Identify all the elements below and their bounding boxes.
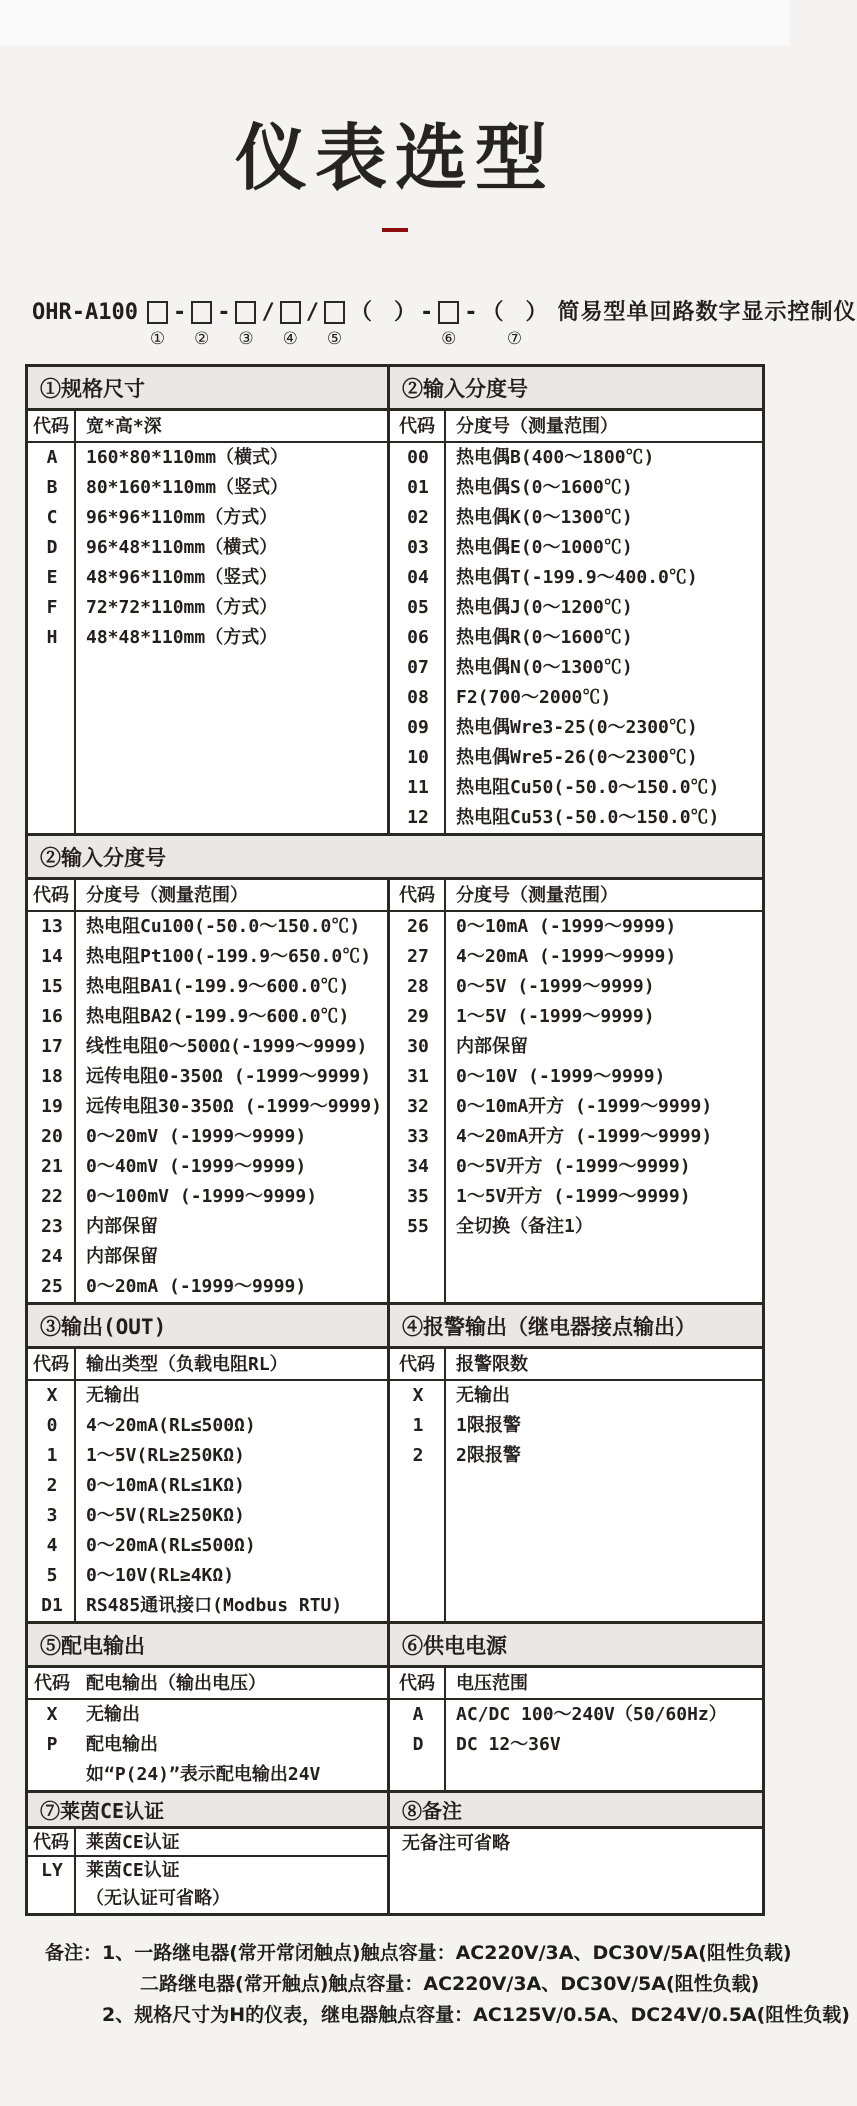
row-code bbox=[28, 1760, 76, 1790]
table-row bbox=[28, 1700, 387, 1730]
row-code: H bbox=[46, 627, 58, 648]
row-code: E bbox=[46, 567, 58, 588]
table-row bbox=[28, 1381, 387, 1411]
row-desc: 1～5V (-1999～9999) bbox=[456, 1006, 655, 1027]
row-code: 1 bbox=[46, 1445, 58, 1466]
section-spec-size-header: ①规格尺寸 bbox=[28, 367, 387, 411]
row-code: 16 bbox=[41, 1006, 63, 1027]
row-code: 18 bbox=[41, 1066, 63, 1087]
table-row bbox=[390, 593, 762, 623]
section-distribution-output bbox=[28, 1624, 390, 1790]
model-box-2 bbox=[190, 298, 213, 350]
table-row bbox=[390, 683, 762, 713]
table-row bbox=[390, 1002, 762, 1032]
column-code-label: 代码 bbox=[28, 1349, 76, 1379]
row-desc: 内部保留 bbox=[86, 1216, 158, 1237]
column-code-label: 代码 bbox=[28, 880, 76, 910]
row-code: 00 bbox=[407, 447, 429, 468]
band-input-range-2 bbox=[28, 833, 762, 1302]
circled-1: ① bbox=[149, 329, 166, 349]
column-code-label: 代码 bbox=[34, 1673, 70, 1694]
table-row bbox=[28, 593, 387, 623]
table-row bbox=[390, 1381, 762, 1411]
row-desc: 4～20mA(RL≤500Ω) bbox=[86, 1415, 256, 1436]
row-code: C bbox=[46, 507, 58, 528]
row-desc: 配电输出 bbox=[86, 1734, 158, 1755]
column-code-label: 代码 bbox=[390, 411, 446, 441]
band-output-and-alarm bbox=[28, 1302, 762, 1621]
section-spec-size bbox=[28, 367, 390, 833]
table-row bbox=[390, 1092, 762, 1122]
row-desc: 热电偶S(0～1600℃) bbox=[456, 477, 633, 498]
section-distribution-output-header: ⑤配电输出 bbox=[28, 1624, 387, 1668]
row-desc: 48*96*110mm（竖式） bbox=[86, 567, 278, 588]
table-row bbox=[390, 942, 762, 972]
row-desc: 热电偶T(-199.9～400.0℃) bbox=[456, 567, 698, 588]
column-desc-label: 分度号（测量范围） bbox=[456, 416, 618, 437]
power-rows bbox=[390, 1700, 762, 1790]
row-code: D bbox=[46, 537, 58, 558]
footnotes-label: 备注： bbox=[45, 1942, 103, 1964]
circled-4: ④ bbox=[282, 329, 298, 349]
row-code: 0 bbox=[46, 1415, 58, 1436]
column-desc-label: 配电输出（输出电压） bbox=[86, 1673, 266, 1694]
table-row bbox=[28, 1531, 387, 1561]
row-desc: 全切换（备注1） bbox=[456, 1216, 593, 1237]
row-desc: 0～5V开方 (-1999～9999) bbox=[456, 1156, 691, 1177]
output-column-header bbox=[28, 1349, 387, 1381]
row-desc: 热电偶R(0～1600℃) bbox=[456, 627, 633, 648]
row-code: 03 bbox=[407, 537, 429, 558]
row-code: 22 bbox=[41, 1186, 63, 1207]
table-row bbox=[390, 773, 762, 803]
model-sep: - bbox=[217, 300, 231, 325]
row-code: 4 bbox=[46, 1535, 58, 1556]
row-code: 08 bbox=[407, 687, 429, 708]
row-code: 11 bbox=[407, 777, 429, 798]
row-code: 1 bbox=[412, 1415, 424, 1436]
band-distribution-and-power bbox=[28, 1621, 762, 1790]
model-box-3 bbox=[234, 298, 257, 350]
row-desc: AC/DC 100～240V（50/60Hz） bbox=[456, 1704, 727, 1725]
selection-table bbox=[25, 364, 765, 1916]
row-code: 2 bbox=[46, 1475, 58, 1496]
row-code: 29 bbox=[407, 1006, 429, 1027]
row-desc: 无输出 bbox=[456, 1385, 510, 1406]
column-desc-label: 输出类型（负载电阻RL） bbox=[86, 1354, 288, 1375]
row-desc: 160*80*110mm（横式） bbox=[86, 447, 289, 468]
table-row bbox=[390, 1032, 762, 1062]
table-row bbox=[28, 1032, 387, 1062]
table-row bbox=[390, 503, 762, 533]
distribution-column-header bbox=[28, 1668, 387, 1700]
column-code-label: 代码 bbox=[390, 880, 446, 910]
section-power-supply-header: ⑥供电电源 bbox=[390, 1624, 762, 1668]
table-row bbox=[28, 1501, 387, 1531]
row-desc: 热电偶K(0～1300℃) bbox=[456, 507, 633, 528]
ce-column-header bbox=[28, 1829, 387, 1857]
input-range-2-left-column-header bbox=[28, 880, 387, 912]
ce-rows bbox=[28, 1857, 387, 1913]
table-row bbox=[28, 942, 387, 972]
section-input-range-1-header: ②输入分度号 bbox=[390, 367, 762, 411]
row-desc: 热电阻BA2(-199.9～600.0℃) bbox=[86, 1006, 350, 1027]
table-row bbox=[28, 623, 387, 653]
row-code: 01 bbox=[407, 477, 429, 498]
row-desc: 0～20mA(RL≤500Ω) bbox=[86, 1535, 256, 1556]
table-row bbox=[28, 443, 387, 473]
output-rows bbox=[28, 1381, 387, 1621]
table-row bbox=[28, 563, 387, 593]
row-desc: 96*48*110mm（横式） bbox=[86, 537, 278, 558]
table-row bbox=[28, 972, 387, 1002]
table-row bbox=[390, 1700, 762, 1730]
row-desc: 热电偶B(400～1800℃) bbox=[456, 447, 655, 468]
row-desc: 4～20mA开方 (-1999～9999) bbox=[456, 1126, 713, 1147]
title-underline bbox=[382, 228, 408, 232]
row-desc: 热电偶E(0～1000℃) bbox=[456, 537, 633, 558]
row-code: 55 bbox=[407, 1216, 429, 1237]
table-row bbox=[390, 563, 762, 593]
code-box-icon bbox=[191, 301, 212, 324]
row-desc: 0～100mV (-1999～9999) bbox=[86, 1186, 318, 1207]
row-code: 25 bbox=[41, 1276, 63, 1297]
table-row bbox=[28, 1062, 387, 1092]
row-desc: 1限报警 bbox=[456, 1415, 521, 1436]
table-row bbox=[28, 1152, 387, 1182]
row-desc: F2(700～2000℃) bbox=[456, 687, 612, 708]
table-row bbox=[28, 1212, 387, 1242]
table-row bbox=[390, 473, 762, 503]
column-desc-label: 宽*高*深 bbox=[86, 416, 162, 437]
model-sep: - bbox=[464, 300, 478, 325]
table-row bbox=[390, 1730, 762, 1760]
power-column-header bbox=[390, 1668, 762, 1700]
row-desc: 0～10mA (-1999～9999) bbox=[456, 916, 677, 937]
code-box-icon bbox=[324, 301, 345, 324]
row-desc: 72*72*110mm（方式） bbox=[86, 597, 278, 618]
row-code: X bbox=[412, 1385, 424, 1406]
table-row bbox=[390, 743, 762, 773]
row-desc: 热电阻Cu53(-50.0～150.0℃) bbox=[456, 807, 720, 828]
row-code: LY bbox=[41, 1860, 63, 1881]
circled-6: ⑥ bbox=[441, 329, 457, 349]
row-desc: 0～20mA (-1999～9999) bbox=[86, 1276, 307, 1297]
row-desc: 热电偶N(0～1300℃) bbox=[456, 657, 633, 678]
table-row bbox=[390, 443, 762, 473]
row-desc: 热电阻Cu100(-50.0～150.0℃) bbox=[86, 916, 361, 937]
row-code: 14 bbox=[41, 946, 63, 967]
table-row bbox=[390, 803, 762, 833]
row-desc: 热电阻Pt100(-199.9～650.0℃) bbox=[86, 946, 372, 967]
row-desc: 96*96*110mm（方式） bbox=[86, 507, 278, 528]
row-code: 07 bbox=[407, 657, 429, 678]
row-desc: 热电偶Wre5-26(0～2300℃) bbox=[456, 747, 698, 768]
row-code: A bbox=[412, 1704, 424, 1725]
section-ce-certification-header: ⑦莱茵CE认证 bbox=[28, 1793, 387, 1829]
section-remark bbox=[390, 1793, 762, 1913]
model-sep: / bbox=[305, 300, 319, 325]
row-desc: 远传电阻30-350Ω (-1999～9999) bbox=[86, 1096, 382, 1117]
row-code: 12 bbox=[407, 807, 429, 828]
remark-body: 无备注可省略 bbox=[402, 1833, 510, 1854]
row-code: 09 bbox=[407, 717, 429, 738]
hero bbox=[0, 0, 790, 232]
section-input-range-1 bbox=[390, 367, 762, 833]
row-code: 32 bbox=[407, 1096, 429, 1117]
spec-rows bbox=[28, 443, 387, 833]
row-desc: 内部保留 bbox=[456, 1036, 528, 1057]
row-code: A bbox=[46, 447, 58, 468]
row-code: 20 bbox=[41, 1126, 63, 1147]
column-desc-label: 报警限数 bbox=[456, 1354, 528, 1375]
row-code: 02 bbox=[407, 507, 429, 528]
distribution-rows bbox=[28, 1700, 387, 1790]
table-row bbox=[28, 1122, 387, 1152]
page-title: 仪表选型 bbox=[234, 116, 555, 200]
input-range-2-left-rows bbox=[28, 912, 387, 1302]
alarm-rows bbox=[390, 1381, 762, 1621]
table-row bbox=[28, 533, 387, 563]
row-desc: 0～40mV (-1999～9999) bbox=[86, 1156, 307, 1177]
row-desc: 莱茵CE认证 bbox=[86, 1860, 180, 1881]
row-code: 5 bbox=[46, 1565, 58, 1586]
alarm-column-header bbox=[390, 1349, 762, 1381]
row-desc: 80*160*110mm（竖式） bbox=[86, 477, 289, 498]
row-code: 04 bbox=[407, 567, 429, 588]
row-code: 24 bbox=[41, 1246, 63, 1267]
column-desc-label: 电压范围 bbox=[456, 1673, 528, 1694]
row-desc: 线性电阻0～500Ω(-1999～9999) bbox=[86, 1036, 368, 1057]
row-code: 06 bbox=[407, 627, 429, 648]
row-code: D bbox=[412, 1734, 424, 1755]
row-code: 2 bbox=[412, 1445, 424, 1466]
table-row bbox=[390, 972, 762, 1002]
input-range-2-right-column-header bbox=[390, 880, 762, 912]
spec-column-header bbox=[28, 411, 387, 443]
code-box-icon bbox=[280, 301, 301, 324]
table-row bbox=[28, 1857, 387, 1885]
table-row bbox=[28, 1885, 387, 1913]
row-desc: （无认证可省略） bbox=[86, 1888, 230, 1909]
model-code-line bbox=[30, 298, 857, 350]
table-row bbox=[390, 1122, 762, 1152]
band-ce-and-remark bbox=[28, 1790, 762, 1913]
row-desc: 0～20mV (-1999～9999) bbox=[86, 1126, 307, 1147]
row-desc: RS485通讯接口(Modbus RTU) bbox=[86, 1595, 343, 1616]
row-code: 35 bbox=[407, 1186, 429, 1207]
row-code: 15 bbox=[41, 976, 63, 997]
table-row bbox=[390, 1441, 762, 1471]
row-desc: 1～5V开方 (-1999～9999) bbox=[456, 1186, 691, 1207]
column-code-label: 代码 bbox=[390, 1349, 446, 1379]
row-code bbox=[28, 1885, 76, 1913]
column-desc-label: 莱茵CE认证 bbox=[86, 1832, 180, 1853]
code-box-icon bbox=[147, 301, 168, 324]
row-desc: 0～10V (-1999～9999) bbox=[456, 1066, 666, 1087]
row-code: 30 bbox=[407, 1036, 429, 1057]
table-row bbox=[28, 1591, 387, 1621]
section-output-header: ③输出(OUT) bbox=[28, 1305, 387, 1349]
table-row bbox=[390, 912, 762, 942]
table-row bbox=[390, 1212, 762, 1242]
row-code: F bbox=[46, 597, 58, 618]
table-row bbox=[390, 533, 762, 563]
input-range-2-right bbox=[390, 880, 762, 1302]
table-row bbox=[28, 1092, 387, 1122]
model-box-1 bbox=[146, 298, 169, 350]
input-range-2-columns bbox=[28, 880, 762, 1302]
model-box-4 bbox=[279, 298, 302, 350]
table-row bbox=[390, 1062, 762, 1092]
row-desc: 内部保留 bbox=[86, 1246, 158, 1267]
code-box-icon bbox=[438, 301, 459, 324]
section-alarm-output-header: ④报警输出（继电器接点输出） bbox=[390, 1305, 762, 1349]
column-code-label: 代码 bbox=[390, 1668, 446, 1698]
row-desc: 1～5V(RL≥250KΩ) bbox=[86, 1445, 245, 1466]
row-code: 26 bbox=[407, 916, 429, 937]
section-input-range-2-header: ②输入分度号 bbox=[28, 836, 762, 880]
row-code: D1 bbox=[41, 1595, 63, 1616]
row-desc: 0～10V(RL≥4KΩ) bbox=[86, 1565, 235, 1586]
input-range-2-left bbox=[28, 880, 390, 1302]
table-row bbox=[28, 1730, 387, 1760]
row-code: 21 bbox=[41, 1156, 63, 1177]
model-prefix: OHR-A100 bbox=[32, 300, 138, 325]
section-power-supply bbox=[390, 1624, 762, 1790]
row-desc: 热电偶Wre3-25(0～2300℃) bbox=[456, 717, 698, 738]
row-desc: 0～10mA开方 (-1999～9999) bbox=[456, 1096, 713, 1117]
table-row bbox=[390, 1182, 762, 1212]
row-code: X bbox=[46, 1704, 58, 1725]
table-row bbox=[390, 713, 762, 743]
section-ce-certification bbox=[28, 1793, 390, 1913]
table-row bbox=[28, 473, 387, 503]
row-code: 31 bbox=[407, 1066, 429, 1087]
row-desc: 远传电阻0-350Ω (-1999～9999) bbox=[86, 1066, 372, 1087]
column-code-label: 代码 bbox=[28, 411, 76, 441]
row-desc: 热电阻Cu50(-50.0～150.0℃) bbox=[456, 777, 720, 798]
row-code: 23 bbox=[41, 1216, 63, 1237]
row-desc: 4～20mA (-1999～9999) bbox=[456, 946, 677, 967]
table-row bbox=[28, 1760, 387, 1790]
row-desc: 2限报警 bbox=[456, 1445, 521, 1466]
circled-2: ② bbox=[194, 329, 210, 349]
model-sep: - bbox=[419, 300, 434, 325]
row-desc: 48*48*110mm（方式） bbox=[86, 627, 278, 648]
row-code: X bbox=[46, 1385, 58, 1406]
column-desc-label: 分度号（测量范围） bbox=[86, 885, 248, 906]
footnote-line: 2、规格尺寸为H的仪表，继电器触点容量：AC125V/0.5A、DC24V/0.5A(阻性负载) bbox=[102, 2004, 850, 2026]
table-row bbox=[390, 623, 762, 653]
row-code: 05 bbox=[407, 597, 429, 618]
footnote-line: 1、一路继电器(常开常闭触点)触点容量：AC220V/3A、DC30V/5A(阻性负载) bbox=[102, 1942, 792, 1964]
row-desc: 热电阻BA1(-199.9～600.0℃) bbox=[86, 976, 350, 997]
row-desc: 0～10mA(RL≤1KΩ) bbox=[86, 1475, 245, 1496]
table-row bbox=[28, 503, 387, 533]
section-alarm-output bbox=[390, 1305, 762, 1621]
input-range-2-right-rows bbox=[390, 912, 762, 1302]
model-paren-1: （ ） bbox=[349, 300, 416, 325]
section-remark-header: ⑧备注 bbox=[390, 1793, 762, 1829]
row-code: P bbox=[46, 1734, 58, 1755]
footnote-line: 二路继电器(常开触点)触点容量：AC220V/3A、DC30V/5A(阻性负载) bbox=[140, 1973, 760, 1995]
table-row bbox=[28, 1002, 387, 1032]
table-row bbox=[28, 912, 387, 942]
row-desc: DC 12～36V bbox=[456, 1734, 561, 1755]
table-row bbox=[28, 1471, 387, 1501]
circled-5: ⑤ bbox=[326, 329, 343, 349]
row-code: 33 bbox=[407, 1126, 429, 1147]
row-desc: 0～5V(RL≥250KΩ) bbox=[86, 1505, 245, 1526]
row-code: 10 bbox=[407, 747, 429, 768]
row-desc: 热电偶J(0～1200℃) bbox=[456, 597, 633, 618]
row-code: 28 bbox=[407, 976, 429, 997]
table-row bbox=[28, 1561, 387, 1591]
table-row bbox=[390, 653, 762, 683]
table-row bbox=[28, 1242, 387, 1272]
section-output bbox=[28, 1305, 390, 1621]
model-box-5 bbox=[323, 298, 346, 350]
row-code: 19 bbox=[41, 1096, 63, 1117]
table-row bbox=[390, 1411, 762, 1441]
column-desc-label: 分度号（测量范围） bbox=[456, 885, 618, 906]
footnotes bbox=[45, 1938, 850, 2031]
table-row bbox=[28, 1182, 387, 1212]
input-range-1-rows bbox=[390, 443, 762, 833]
model-box-6 bbox=[437, 298, 460, 350]
input-range-1-column-header bbox=[390, 411, 762, 443]
row-code: 3 bbox=[46, 1505, 58, 1526]
table-row bbox=[390, 1152, 762, 1182]
row-code: 17 bbox=[41, 1036, 63, 1057]
footnotes-lines bbox=[102, 1938, 850, 2031]
band-spec-and-input bbox=[28, 367, 762, 833]
table-row bbox=[28, 1441, 387, 1471]
row-code: 13 bbox=[41, 916, 63, 937]
circled-7: ⑦ bbox=[506, 329, 523, 349]
code-box-icon bbox=[235, 301, 256, 324]
row-code: 27 bbox=[407, 946, 429, 967]
circled-3: ③ bbox=[238, 329, 254, 349]
row-desc: 无输出 bbox=[86, 1704, 140, 1725]
row-desc: 0～5V (-1999～9999) bbox=[456, 976, 655, 997]
row-code: 34 bbox=[407, 1156, 429, 1177]
model-paren-2: （ ） ⑦ bbox=[481, 300, 548, 349]
table-row bbox=[28, 1411, 387, 1441]
row-desc: 无输出 bbox=[86, 1385, 140, 1406]
column-code-label: 代码 bbox=[28, 1829, 76, 1855]
model-sep: - bbox=[172, 300, 187, 325]
row-code: B bbox=[46, 477, 58, 498]
model-sep: / bbox=[261, 300, 275, 325]
table-row bbox=[28, 1272, 387, 1302]
model-description: 简易型单回路数字显示控制仪 bbox=[557, 300, 857, 325]
row-desc: 如“P(24)”表示配电输出24V bbox=[86, 1764, 321, 1785]
